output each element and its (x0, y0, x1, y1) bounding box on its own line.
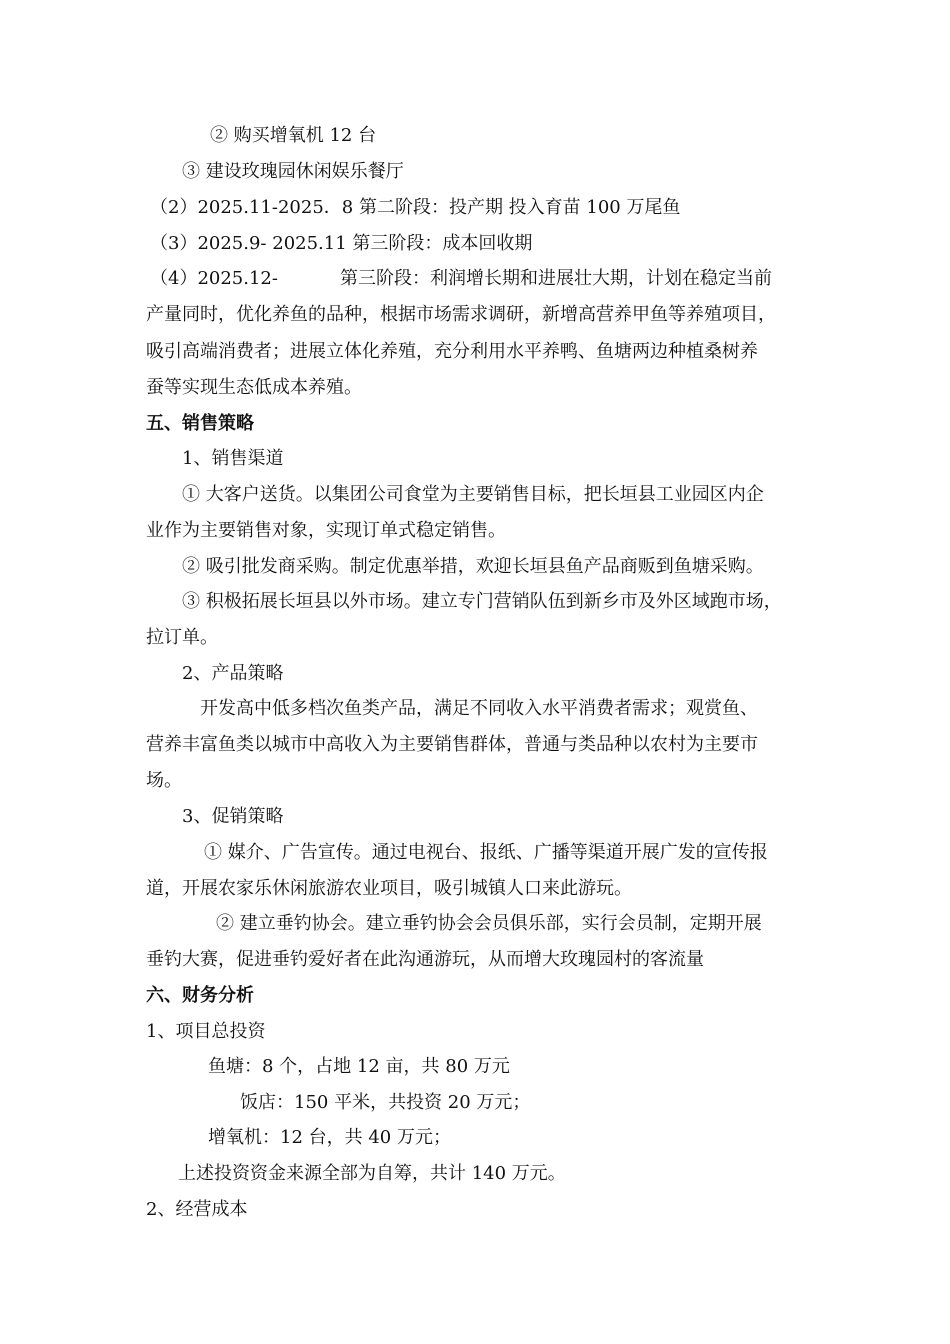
paragraph-line: 蚕等实现生态低成本养殖。 (146, 377, 362, 398)
subheading-investment: 1、项目总投资 (146, 1021, 266, 1042)
plan-item-2: ② 购买增氧机 12 台 (210, 125, 377, 146)
investment-item: 增氧机：12 台，共 40 万元； (208, 1127, 451, 1148)
investment-item: 饭店：150 平米，共投资 20 万元； (240, 1092, 531, 1113)
paragraph-line: 业作为主要销售对象，实现订单式稳定销售。 (146, 520, 506, 541)
phase-4-date: （4）2025.12- (150, 268, 278, 289)
subheading-operating-cost: 2、经营成本 (146, 1199, 248, 1220)
subheading-product: 2、产品策略 (182, 663, 284, 684)
paragraph-line: ③ 积极拓展长垣县以外市场。建立专门营销队伍到新乡市及外区域跑市场， (182, 591, 782, 612)
paragraph-line: 场。 (146, 770, 182, 791)
paragraph-line: 道，开展农家乐休闲旅游农业项目，吸引城镇人口来此游玩。 (146, 878, 632, 899)
phase-2: （2）2025.11-2025．8 第二阶段：投产期 投入育苗 100 万尾鱼 (150, 197, 681, 218)
paragraph-line: 开发高中低多档次鱼类产品，满足不同收入水平消费者需求；观赏鱼、 (200, 698, 758, 719)
phase-4 (150, 267, 772, 291)
investment-summary: 上述投资资金来源全部为自筹，共计 140 万元。 (178, 1163, 566, 1184)
paragraph-line: 吸引高端消费者；进展立体化养殖，充分利用水平养鸭、鱼塘两边种植桑树养 (146, 341, 758, 362)
paragraph-line: 垂钓大赛，促进垂钓爱好者在此沟通游玩，从而增大玫瑰园村的客流量 (146, 949, 704, 970)
paragraph-line: 产量同时，优化养鱼的品种，根据市场需求调研，新增高营养甲鱼等养殖项目， (146, 304, 776, 325)
plan-item-3: ③ 建设玫瑰园休闲娱乐餐厅 (182, 161, 404, 182)
subheading-promotion: 3、促销策略 (182, 806, 284, 827)
paragraph-line: ② 建立垂钓协会。建立垂钓协会会员俱乐部，实行会员制，定期开展 (216, 913, 762, 934)
paragraph-line: ① 大客户送货。以集团公司食堂为主要销售目标，把长垣县工业园区内企 (182, 484, 764, 505)
section-heading-sales: 五、销售策略 (146, 413, 254, 434)
paragraph-line: 拉订单。 (146, 627, 218, 648)
paragraph-line: ② 吸引批发商采购。制定优惠举措，欢迎长垣县鱼产品商贩到鱼塘采购。 (182, 556, 764, 577)
investment-item: 鱼塘：8 个，占地 12 亩，共 80 万元 (208, 1056, 510, 1077)
phase-3: （3）2025.9- 2025.11 第三阶段：成本回收期 (150, 233, 533, 254)
phase-4-title: 第三阶段：利润增长期和进展壮大期，计划在稳定当前 (339, 268, 772, 289)
paragraph-line: 营养丰富鱼类以城市中高收入为主要销售群体，普通与类品种以农村为主要市 (146, 734, 758, 755)
subheading-channels: 1、销售渠道 (182, 448, 284, 469)
section-heading-finance: 六、财务分析 (146, 985, 254, 1006)
paragraph-line: ① 媒介、广告宣传。通过电视台、报纸、广播等渠道开展广发的宣传报 (204, 842, 768, 863)
